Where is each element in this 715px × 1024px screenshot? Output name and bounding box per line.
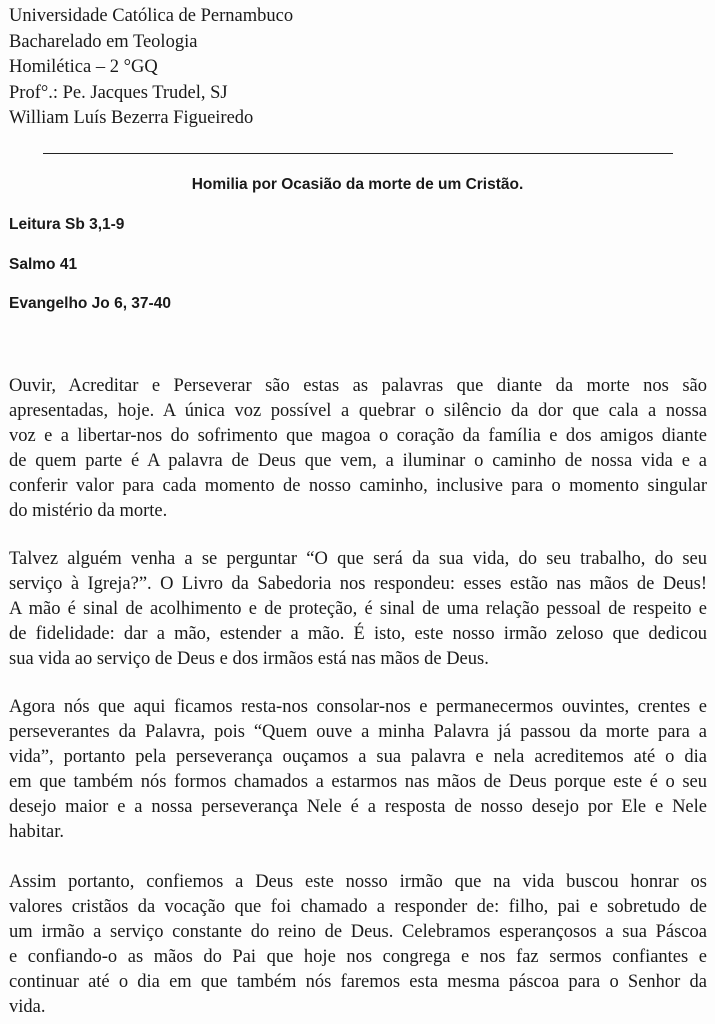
document-header — [9, 4, 293, 132]
reading-first: Leitura Sb 3,1-9 — [9, 216, 125, 233]
student-name: William Luís Bezerra Figueiredo — [9, 108, 254, 128]
paragraph-line: um irmão a serviço constante do reino de Deus. Celebramos esperançosos a sua Páscoa — [9, 922, 707, 942]
subject-name: Homilética – 2 °GQ — [9, 57, 158, 77]
paragraph-line: e confiando-o as mãos do Pai que hoje nos congrega e nos faz sermos confiantes e — [9, 947, 707, 967]
paragraph-line: de fidelidade: dar a mão, estender a mão. É isto, este nosso irmão zeloso que dedicou — [9, 624, 707, 644]
paragraph-line: Talvez alguém venha a se perguntar “O que será da sua vida, do seu trabalho, do seu — [9, 549, 707, 569]
paragraph-line: voz e a libertar-nos do sofrimento que magoa o coração da família e dos amigos diante — [9, 426, 707, 446]
paragraph-line: continuar até o dia em que também nós faremos esta mesma páscoa para o Senhor da — [9, 972, 707, 992]
university-name: Universidade Católica de Pernambuco — [9, 6, 294, 26]
paragraph-line: vida. — [9, 997, 46, 1017]
paragraph-line: desejo maior e a nossa perseverança Nele é a resposta de nosso desejo por Ele e Nele — [9, 797, 707, 817]
homily-title: Homilia por Ocasião da morte de um Cristão. — [191, 176, 524, 193]
paragraph-line: conferir valor para cada momento de nosso caminho, inclusive para o momento singular — [9, 476, 707, 496]
paragraph-line: valores cristãos da vocação que foi chamado a responder de: filho, pai e sobretudo de — [9, 897, 707, 917]
paragraph-line: vida”, portanto pela perseverança ouçamos a sua palavra e nela acreditemos até o dia — [9, 747, 707, 767]
paragraph-line: habitar. — [9, 822, 64, 842]
paragraph-line: apresentadas, hoje. A única voz possível a quebrar o silêncio da dor que cala a nossa — [9, 401, 707, 421]
reading-gospel: Evangelho Jo 6, 37-40 — [9, 295, 171, 312]
course-name: Bacharelado em Teologia — [9, 31, 198, 52]
professor-name: Prof°.: Pe. Jacques Trudel, SJ — [9, 82, 228, 103]
paragraph-line: perseverantes da Palavra, pois “Quem ouve a minha Palavra já passou da morte para a — [9, 722, 707, 742]
paragraph-line: A mão é sinal de acolhimento e de proteção, é sinal de uma relação pessoal de respeito e — [9, 599, 707, 619]
paragraph-line: em que também nós formos chamados a estarmos nas mãos de Deus porque este é o seu — [9, 772, 707, 792]
reading-psalm: Salmo 41 — [9, 256, 78, 273]
paragraph-line: serviço à Igreja?”. O Livro da Sabedoria nos respondeu: esses estão nas mãos de Deus! — [9, 574, 707, 594]
paragraph-2 — [9, 547, 707, 672]
header-divider — [43, 153, 673, 154]
paragraph-4 — [9, 870, 707, 1020]
paragraph-line: do mistério da morte. — [9, 501, 168, 521]
paragraph-3 — [9, 695, 707, 845]
paragraph-line: Ouvir, Acreditar e Perseverar são estas as palavras que diante da morte nos são — [9, 376, 707, 396]
paragraph-1 — [9, 374, 707, 524]
paragraph-line: Agora nós que aqui ficamos resta-nos consolar-nos e permanecermos ouvintes, crentes e — [9, 697, 707, 717]
paragraph-line: de quem parte é A palavra de Deus que vem, a iluminar o caminho de nossa vida e a — [9, 451, 707, 471]
paragraph-line: sua vida ao serviço de Deus e dos irmãos está nas mãos de Deus. — [9, 649, 489, 669]
paragraph-line: Assim portanto, confiemos a Deus este nosso irmão que na vida buscou honrar os — [9, 872, 707, 892]
